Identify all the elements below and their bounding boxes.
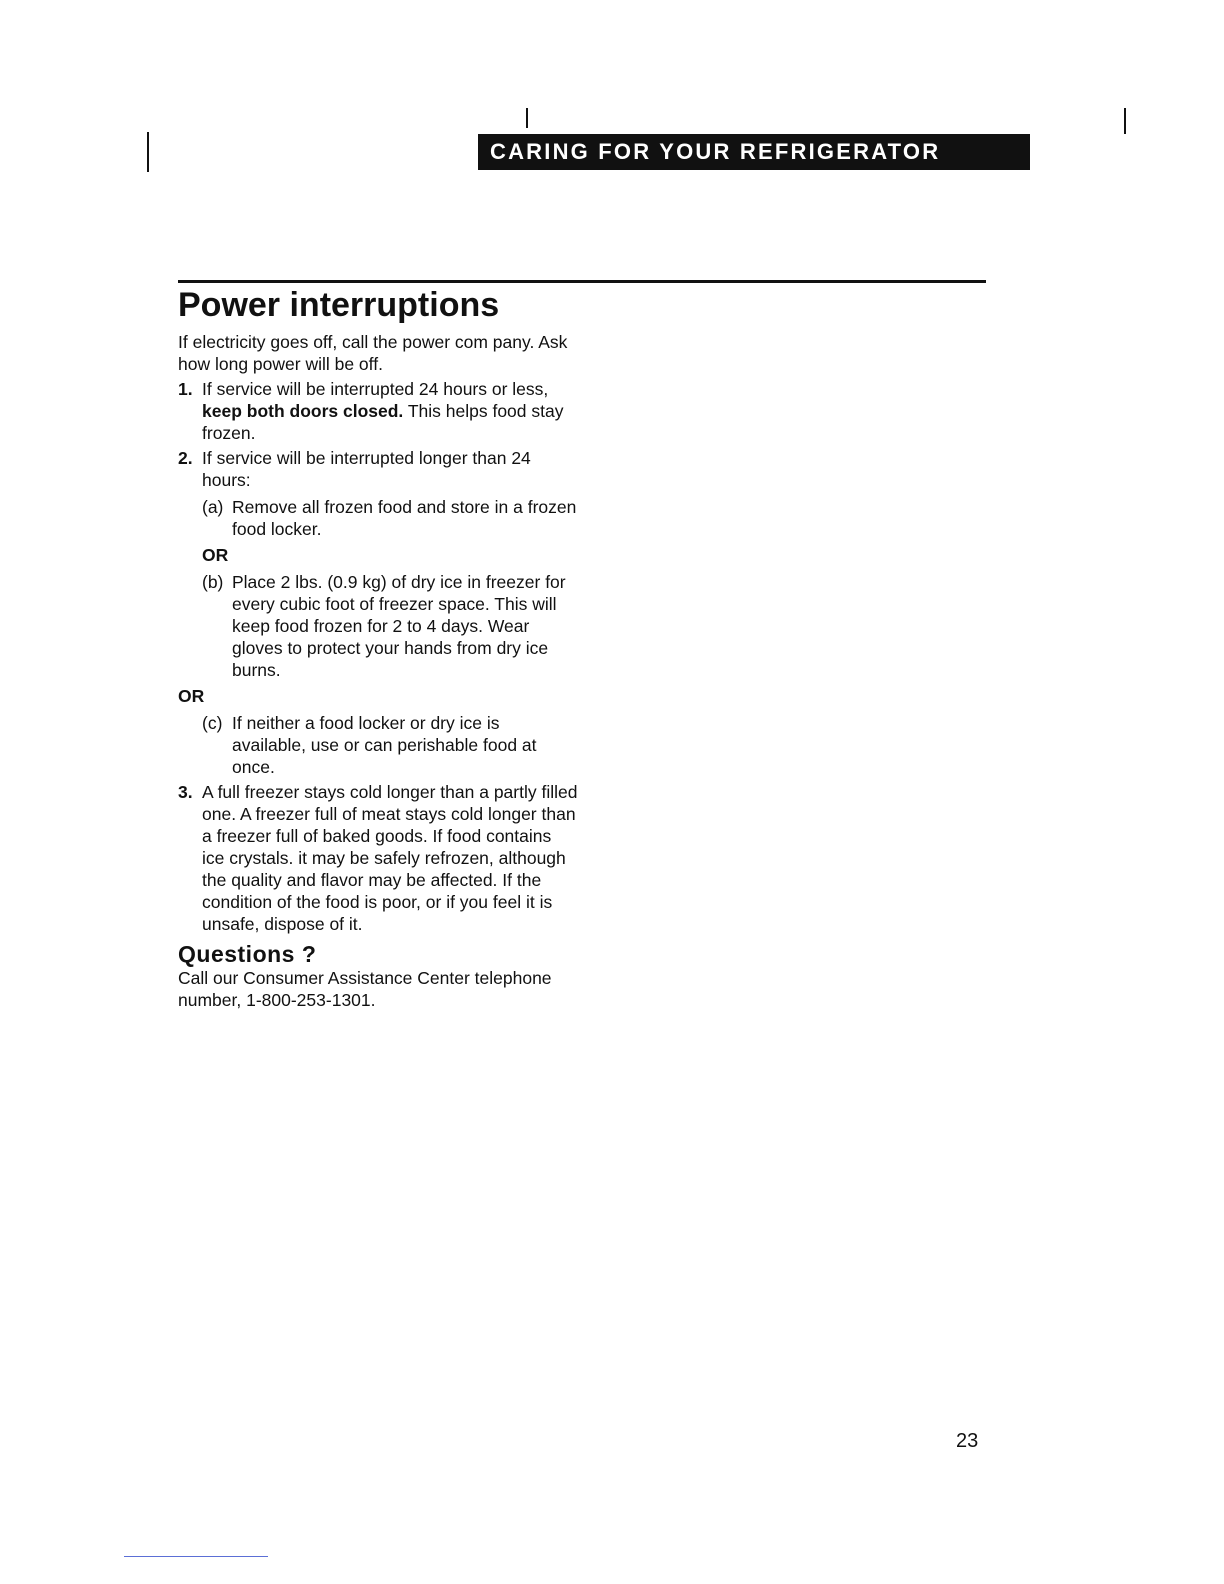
item-text-continued: This helps food stay frozen.: [202, 401, 564, 443]
item-text: A full freezer stays cold longer than a partly filled one. A freezer full of meat stays cold longer than a freezer full of baked goods. If food contains ice crystals. it may be safely refrozen, although the quality and flavor may be affected. If the condition of the food is poor, or if you feel it is unsafe, dispose of it.: [202, 782, 578, 934]
option-label: (b): [202, 572, 224, 592]
option-a: [202, 496, 578, 540]
option-c-wrapper: [178, 712, 578, 778]
margin-mark-right: [1124, 108, 1126, 134]
title-rule: [178, 280, 986, 283]
page-title: Power interruptions: [178, 286, 500, 324]
option-text: Place 2 lbs. (0.9 kg) of dry ice in freezer for every cubic foot of freezer space. This will keep food frozen for 2 to 4 days. Wear gloves to protect your hands from dry ice burns.: [232, 572, 566, 680]
questions-text: Call our Consumer Assistance Center telephone number, 1-800-253-1301.: [178, 968, 552, 1010]
option-b: [202, 571, 578, 681]
option-label: (c): [202, 713, 223, 733]
item-emphasis: keep both doors closed.: [202, 401, 404, 421]
section-banner: CARING FOR YOUR REFRIGERATOR: [478, 134, 1030, 170]
footer-rule: [124, 1556, 268, 1557]
list-item-2: [178, 447, 578, 681]
option-text: If neither a food locker or dry ice is available, use or can perishable food at once.: [232, 713, 537, 777]
item-number: 2.: [178, 448, 193, 468]
margin-mark-center: [526, 108, 528, 128]
item-text: If service will be interrupted 24 hours or less,: [202, 379, 549, 399]
intro-paragraph: If electricity goes off, call the power com pany. Ask how long power will be off.: [178, 332, 568, 374]
margin-mark-left: [147, 132, 149, 172]
item-number: 1.: [178, 379, 193, 399]
option-label: (a): [202, 497, 224, 517]
or-separator: OR: [202, 545, 229, 565]
questions-heading: Questions ?: [178, 941, 317, 967]
item-number: 3.: [178, 782, 193, 802]
option-text: Remove all frozen food and store in a frozen food locker.: [232, 497, 577, 539]
option-c: [202, 712, 578, 778]
main-content: [178, 331, 578, 1011]
list-item-3: [178, 781, 578, 935]
item-text: If service will be interrupted longer than 24 hours:: [202, 448, 531, 490]
page-number: 23: [956, 1430, 979, 1452]
list-item-1: [178, 378, 578, 444]
or-separator: OR: [178, 686, 205, 706]
